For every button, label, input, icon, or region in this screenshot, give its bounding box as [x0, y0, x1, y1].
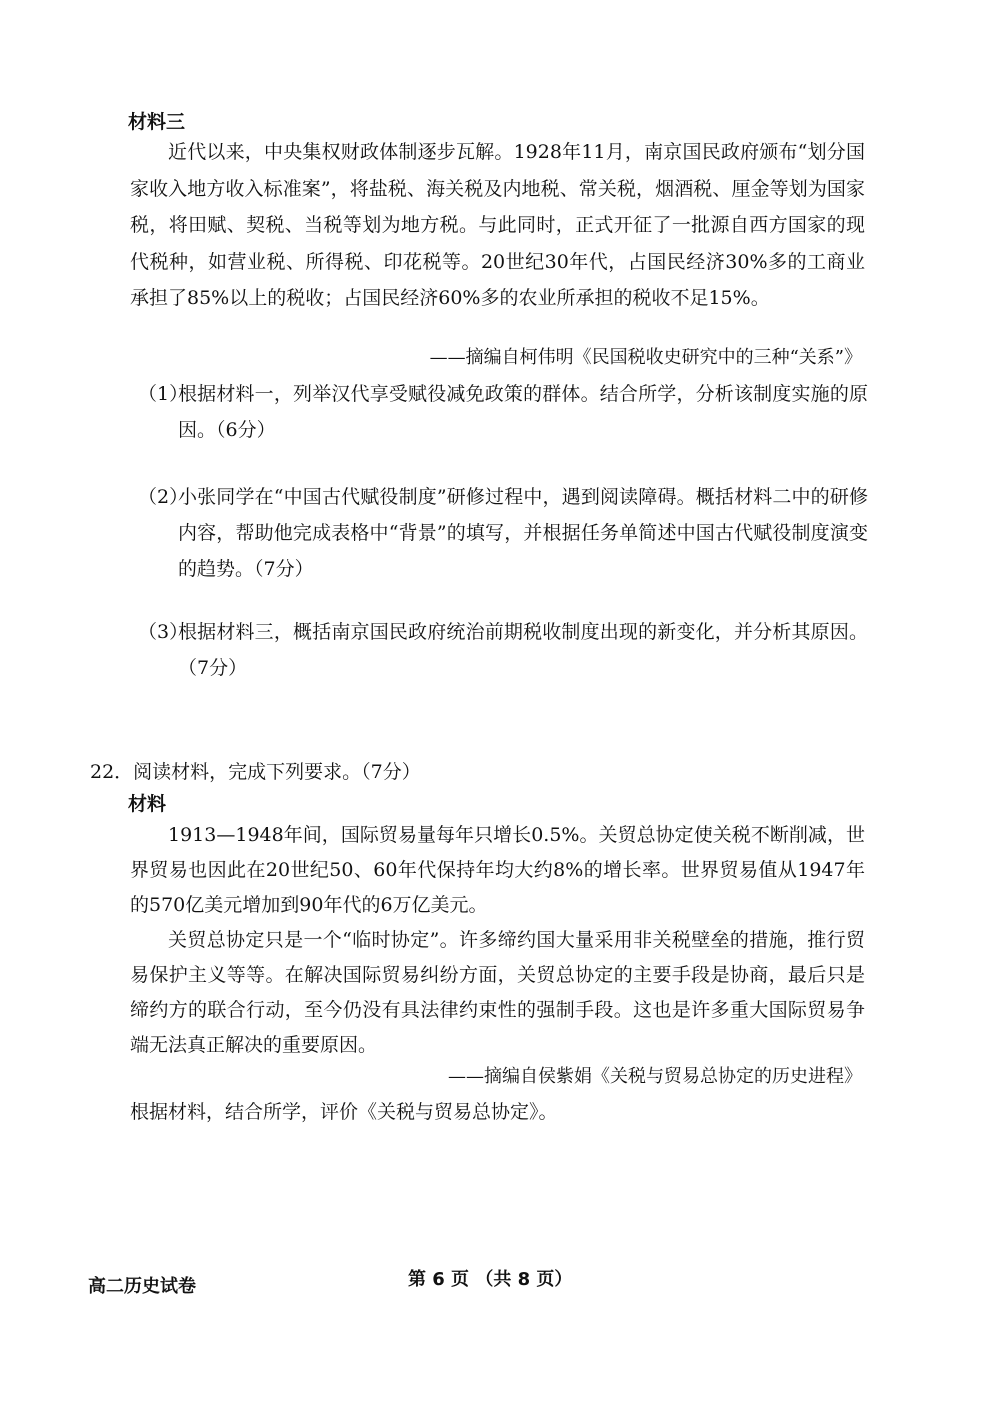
question-3-number: （3） [138, 621, 189, 643]
q22-material-heading: 材料 [128, 793, 167, 815]
material3-heading: 材料三 [128, 111, 186, 133]
q22-paragraph-1: 1913—1948年间，国际贸易量每年只增长0.5%。关贸总协定使关税不断削减，世界贸易也因此在20世纪50、60年代保持年均大约8%的增长率。世界贸易值从1947年的570亿美元增加到90年代的6万亿美元。 [130, 824, 865, 916]
footer-page-number: 第 6 页 （共 8 页） [408, 1269, 573, 1290]
question-1-text: 根据材料一，列举汉代享受赋役减免政策的群体。结合所学，分析该制度实施的原因。（6分） [178, 383, 868, 441]
footer-subject: 高二历史试卷 [88, 1276, 196, 1297]
material3-paragraph: 近代以来，中央集权财政体制逐步瓦解。1928年11月，南京国民政府颁布“划分国家收入地方收入标准案”，将盐税、海关税及内地税、常关税，烟酒税、厘金等划为国家税，将田赋、契税、当税等划为地方税。与此同时，正式开征了一批源自西方国家的现代税种，如营业税、所得税、印花税等。20世纪30年代，占国民经济30%多的工商业承担了85%以上的税收；占国民经济60%多的农业所承担的税收不足15%。 [130, 141, 865, 309]
question-2 [138, 479, 873, 589]
material3-source: ——摘编自柯伟明《民国税收史研究中的三种“关系”》 [429, 347, 862, 368]
q22-title: 22．阅读材料，完成下列要求。（7分） [90, 761, 421, 783]
question-1-number: （1） [138, 383, 189, 405]
q22-source: ——摘编自侯紫娟《关税与贸易总协定的历史进程》 [448, 1066, 862, 1087]
question-2-number: （2） [138, 486, 189, 508]
question-3 [138, 614, 873, 694]
question-1 [138, 376, 873, 456]
q22-paragraph-2: 关贸总协定只是一个“临时协定”。许多缔约国大量采用非关税壁垒的措施，推行贸易保护主义等等。在解决国际贸易纠纷方面，关贸总协定的主要手段是协商，最后只是缔约方的联合行动，至今仍没有具法律约束性的强制手段。这也是许多重大国际贸易争端无法真正解决的重要原因。 [130, 929, 865, 1056]
question-3-text: 根据材料三，概括南京国民政府统治前期税收制度出现的新变化，并分析其原因。（7分） [178, 621, 868, 679]
question-2-text: 小张同学在“中国古代赋役制度”研修过程中，遇到阅读障碍。概括材料二中的研修内容，帮助他完成表格中“背景”的填写，并根据任务单简述中国古代赋役制度演变的趋势。（7分） [178, 486, 868, 580]
q22-task: 根据材料，结合所学，评价《关税与贸易总协定》。 [130, 1101, 558, 1123]
